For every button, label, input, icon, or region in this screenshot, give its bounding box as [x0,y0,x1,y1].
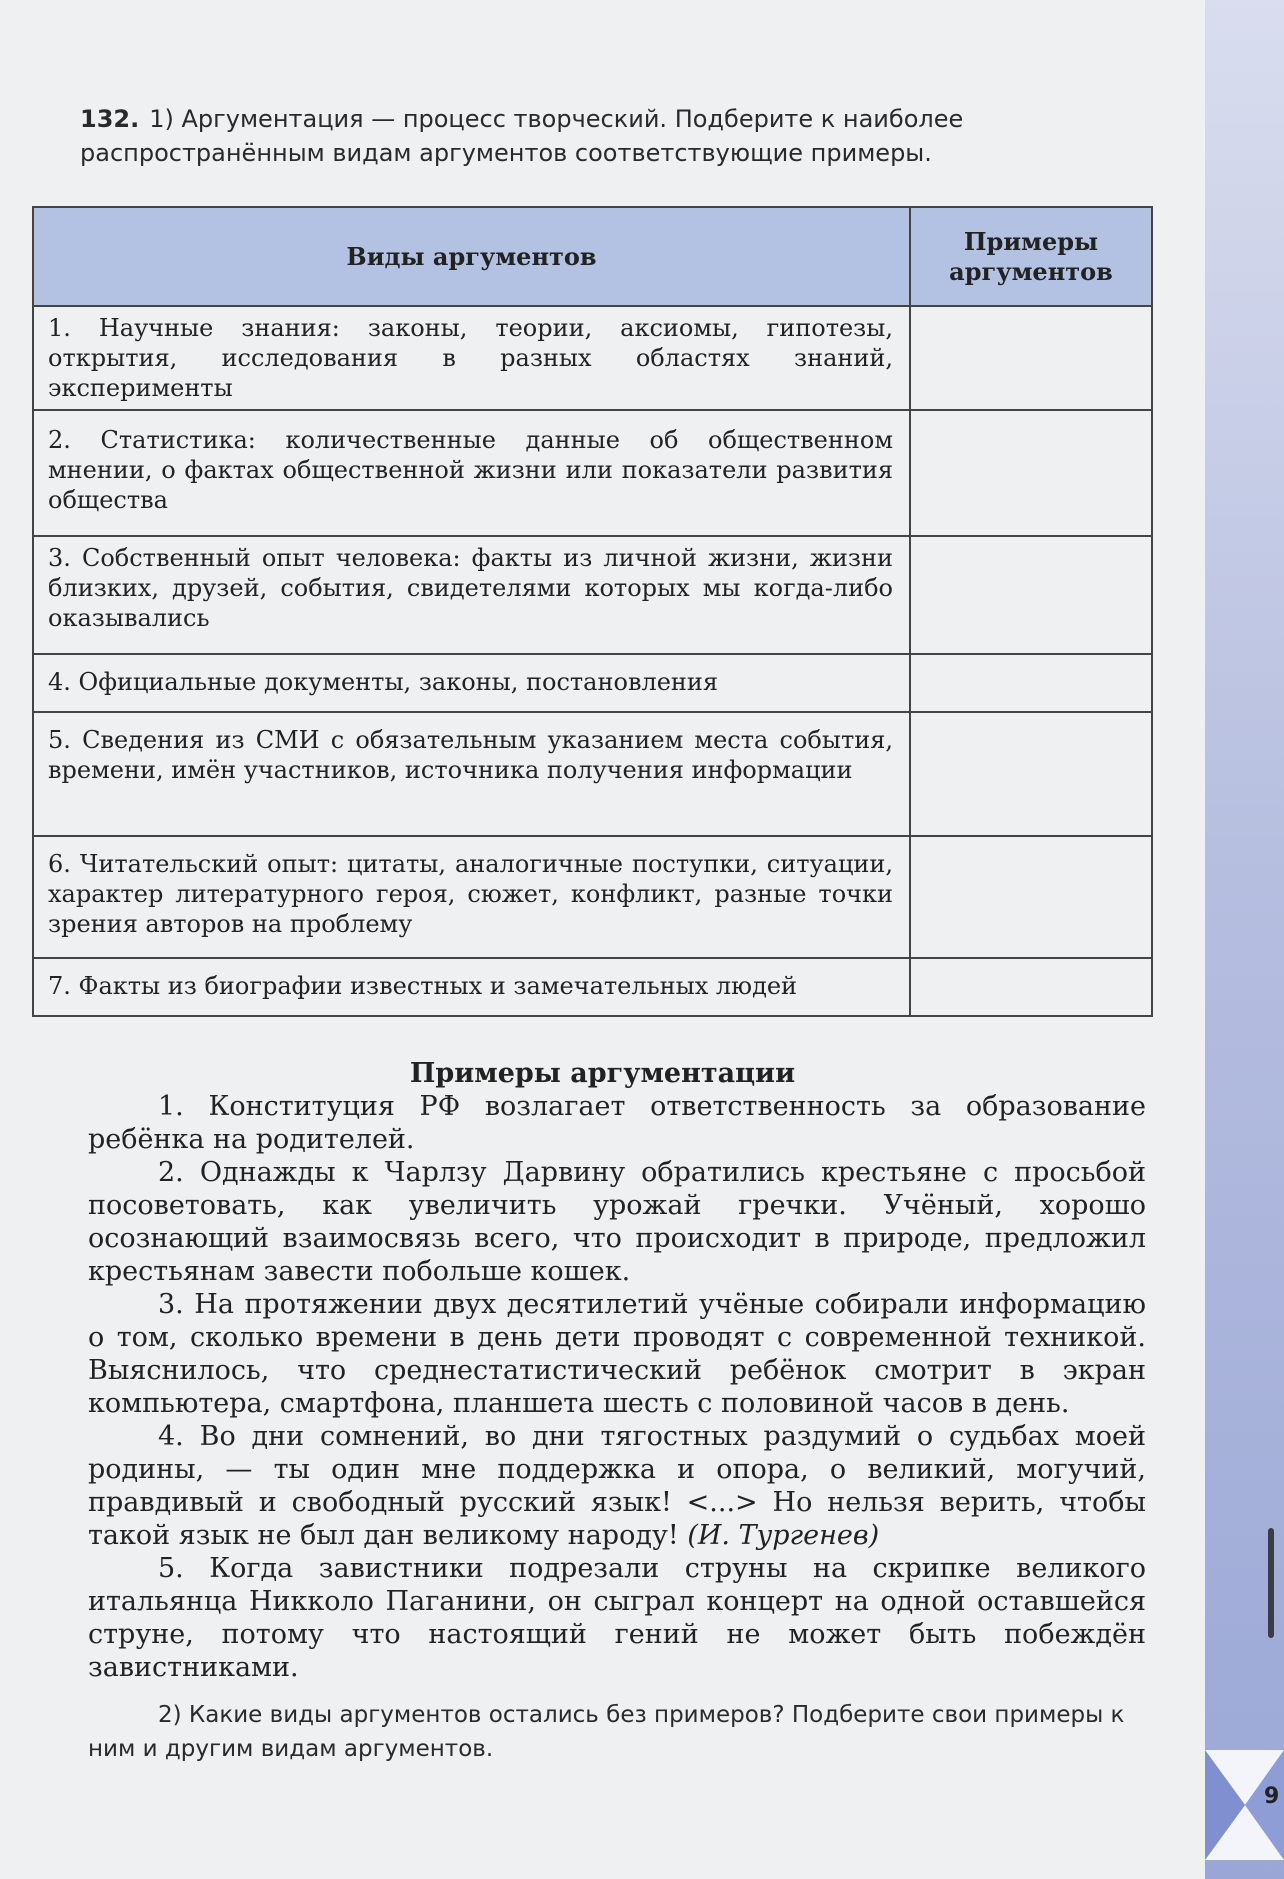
examples-list [88,1090,1146,1684]
examples-heading: Примеры аргументации [409,1058,796,1089]
example-item: 1. Конституция РФ возлагает ответственность за образование ребёнка на родителей. [88,1091,1146,1155]
argument-example-cell[interactable] [910,410,1152,536]
argument-type-cell: 1. Научные знания: законы, теории, аксиомы, гипотезы, открытия, исследования в разных областях знаний, эксперименты [33,306,910,410]
table-row [33,306,1152,410]
argument-example-cell[interactable] [910,536,1152,654]
example-item [88,1420,1146,1552]
argument-type-cell: 3. Собственный опыт человека: факты из личной жизни, жизни близких, друзей, события, свидетелями которых мы когда-либо оказывались [33,536,910,654]
question-2: 2) Какие виды аргументов остались без примеров? Подберите свои примеры к ним и другим видам аргументов. [88,1702,1125,1762]
example-item: 5. Когда завистники подрезали струны на скрипке великого итальянца Никколо Паганини, он сыграл концерт на одной оставшейся струне, потому что настоящий гений не может быть побеждён завистниками. [88,1553,1146,1683]
table-row [33,410,1152,536]
table-row [33,654,1152,712]
argument-type-cell: 6. Читательский опыт: цитаты, аналогичные поступки, ситуации, характер литературного героя, сюжет, конфликт, разные точки зрения авторов на проблему [33,836,910,958]
argument-type-cell: 7. Факты из биографии известных и замечательных людей [33,958,910,1016]
argument-example-cell[interactable] [910,654,1152,712]
argument-example-cell[interactable] [910,836,1152,958]
table-row [33,958,1152,1016]
table-row [33,536,1152,654]
task-number: 132. [80,105,140,133]
example-item: 2. Однажды к Чарлзу Дарвину обратились крестьяне с просьбой посоветовать, как увеличить урожай гречки. Учёный, хорошо осознающий взаимосвязь всего, что происходит в природе, предложил крестьянам завести побольше кошек. [88,1157,1146,1287]
argument-type-cell: 4. Официальные документы, законы, постановления [33,654,910,712]
example-item-text: 4. Во дни сомнений, во дни тягостных раздумий о судьбах моей родины, — ты один мне поддержка и опора, о великий, могучий, правдивый и свободный русский язык! <...> Но нельзя верить, чтобы такой язык не был дан великому народу! [88,1421,1146,1551]
task-text: 1) Аргументация — процесс творческий. Подберите к наиболее распространённым видам аргументов соответствующие примеры. [80,105,964,167]
example-item: 3. На протяжении двух десятилетий учёные собирали информацию о том, сколько времени в день дети проводят с современной техникой. Выяснилось, что среднестатистический ребёнок смотрит в экран компьютера, смартфона, планшета шесть с половиной часов в день. [88,1289,1146,1419]
page-number: 9 [1264,1784,1280,1809]
task-132 [80,102,1150,170]
header-argument-examples: Примеры аргументов [910,207,1152,306]
argument-type-cell: 5. Сведения из СМИ с обязательным указанием места события, времени, имён участников, источника получения информации [33,712,910,836]
argument-example-cell[interactable] [910,712,1152,836]
table-header-row [33,207,1152,306]
argument-example-cell[interactable] [910,306,1152,410]
example-author: (И. Тургенев) [687,1520,880,1551]
header-argument-types: Виды аргументов [33,207,910,306]
argument-type-cell: 2. Статистика: количественные данные об общественном мнении, о фактах общественной жизни или показатели развития общества [33,410,910,536]
scroll-indicator[interactable] [1268,1528,1274,1638]
arguments-table [32,206,1153,1017]
table-row [33,836,1152,958]
argument-example-cell[interactable] [910,958,1152,1016]
table-row [33,712,1152,836]
